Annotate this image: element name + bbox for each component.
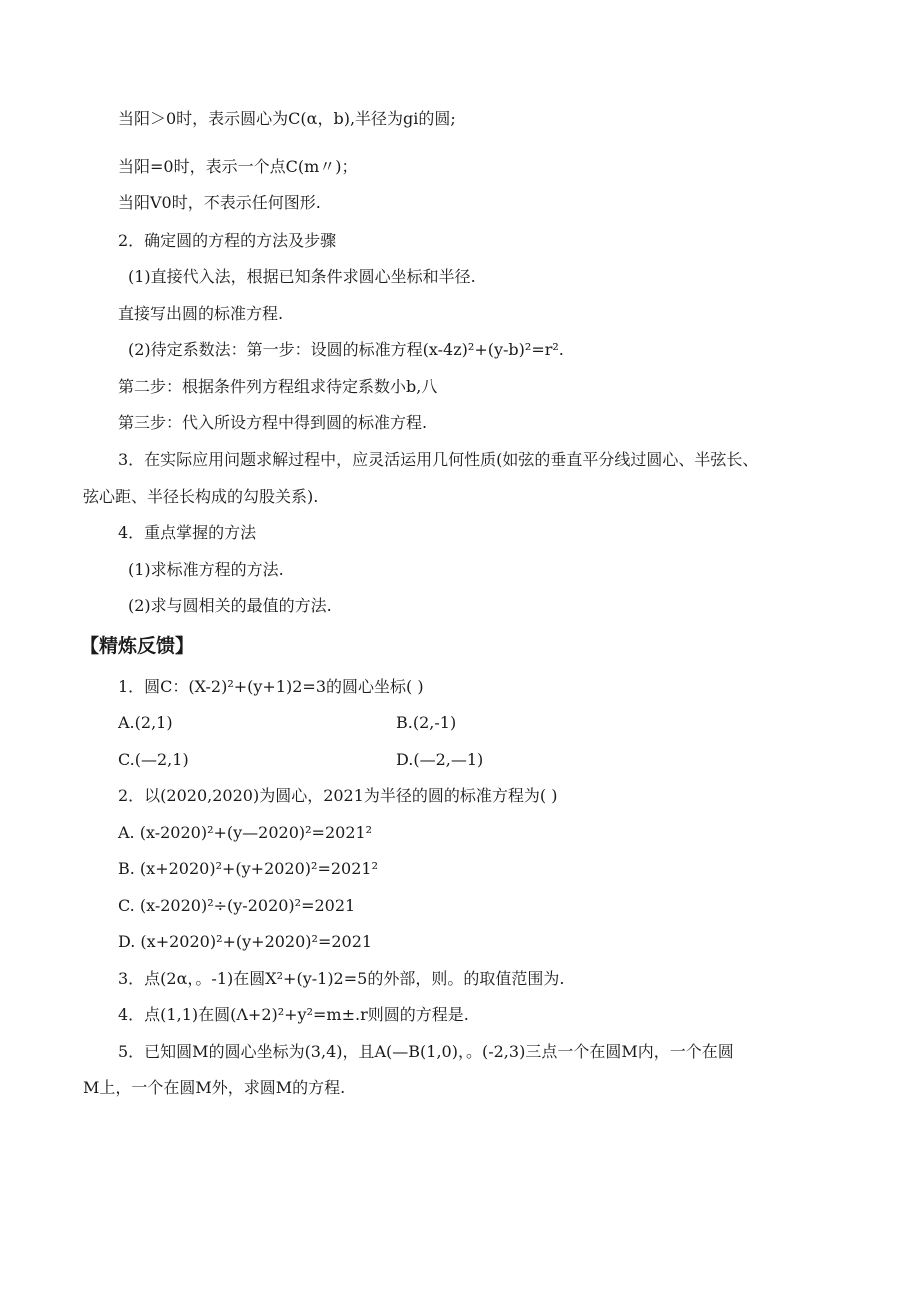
note-negative-case: 当阳V0时，不表示任何图形. [118,193,321,212]
q5-stem-cont: M上，一个在圆M外，求圆M的方程. [83,1078,346,1097]
note-zero-case: 当阳=0时，表示一个点C(m〃)； [118,157,358,176]
q1-option-a: A.(2,1) [118,713,173,732]
note-geometry-properties: 3．在实际应用问题求解过程中，应灵活运用几何性质(如弦的垂直平分线过圆心、半弦长、 [118,450,759,469]
note-step-three: 第三步：代入所设方程中得到圆的标准方程. [118,413,428,432]
q2-stem: 2．以(2020,2020)为圆心，2021为半径的圆的标准方程为( ) [118,786,558,805]
note-direct-method-cont: 直接写出圆的标准方程. [118,304,284,323]
q3-stem: 3．点(2α，。-1)在圆X²+(y-1)2=5的外部，则。的取值范围为. [118,969,565,988]
q2-option-d: D. (x+2020)²+(y+2020)²=2021 [118,932,373,951]
note-key-methods-heading: 4．重点掌握的方法 [118,523,257,542]
note-key-method-2: (2)求与圆相关的最值的方法. [128,596,332,615]
q4-stem: 4．点(1,1)在圆(Λ+2)²+y²=m±.r则圆的方程是. [118,1005,469,1024]
q1-option-b: B.(2,-1) [396,713,457,732]
note-direct-method: (1)直接代入法，根据已知条件求圆心坐标和半径. [128,267,476,286]
q1-option-d: D.(—2,—1) [396,750,484,769]
q1-stem: 1．圆C：(X-2)²+(y+1)2=3的圆心坐标( ) [118,677,424,696]
note-key-method-1: (1)求标准方程的方法. [128,560,284,579]
note-undetermined-coefficients: (2)待定系数法：第一步：设圆的标准方程(x-4z)²+(y-b)²=r². [128,340,564,359]
q2-option-a: A. (x-2020)²+(y—2020)²=2021² [118,823,373,842]
q1-option-c: C.(—2,1) [118,750,189,769]
section-title: 【精炼反馈】 [80,635,195,657]
q5-stem: 5．已知圆M的圆心坐标为(3,4)，且A(—B(1,0)，。(-2,3)三点一个在圆M内，一个在圆 [118,1042,734,1061]
note-positive-case: 当阳＞0时，表示圆心为C(α，b),半径为gi的圆; [118,109,456,128]
q2-option-b: B. (x+2020)²+(y+2020)²=2021² [118,859,378,878]
note-geometry-properties-cont: 弦心距、半径长构成的勾股关系). [83,487,319,506]
note-method-heading: 2．确定圆的方程的方法及步骤 [118,231,337,250]
note-step-two: 第二步：根据条件列方程组求待定系数小b,八 [118,377,438,396]
q2-option-c: C. (x-2020)²÷(y-2020)²=2021 [118,896,356,915]
